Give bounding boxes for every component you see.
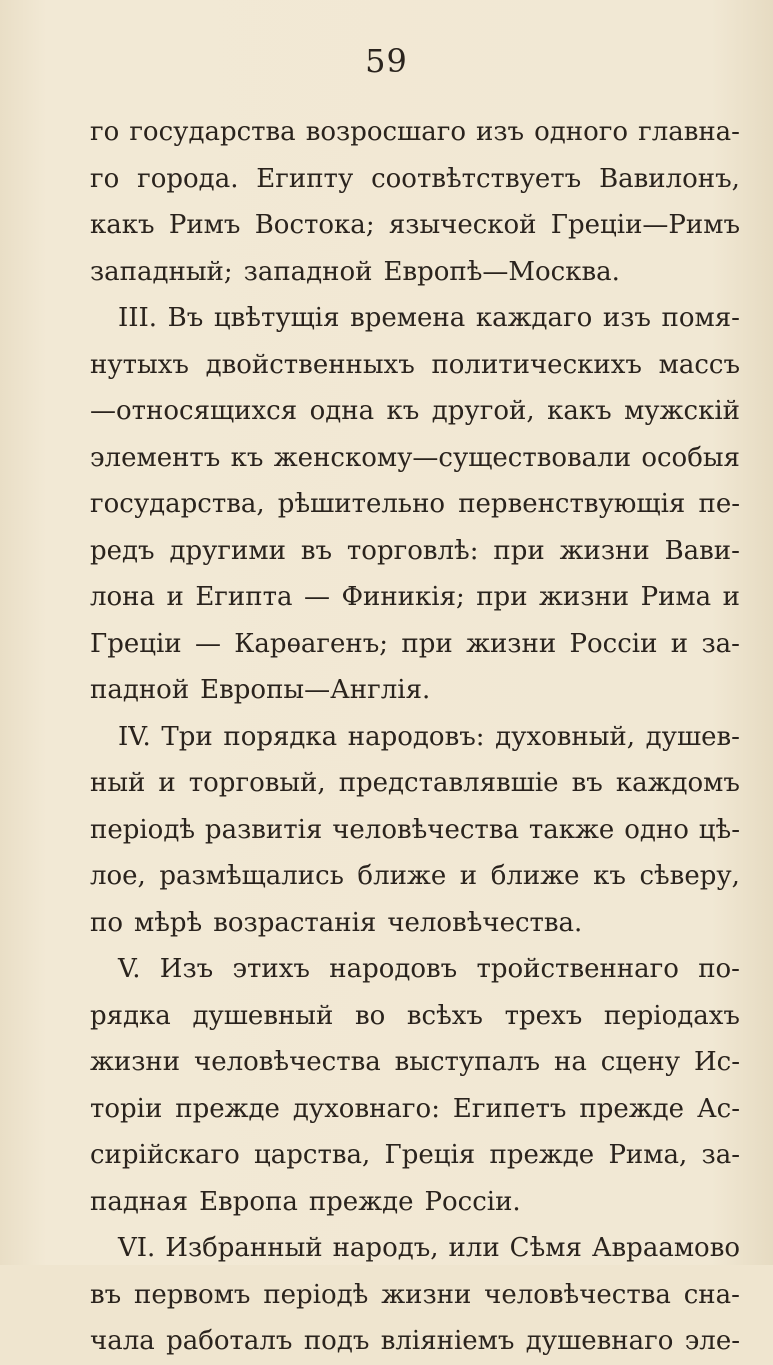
text-line: государства, рѣшительно первенствующія пе- [90,489,740,519]
text-line: сирійскаго царства, Греція прежде Рима, за- [90,1140,740,1170]
text-line: элементъ къ женскому—существовали особыя [90,442,740,473]
text-line: рядка душевный во всѣхъ трехъ періодахъ [90,1000,740,1031]
text-line: ный и торговый, представлявшіе въ каждомъ [90,768,740,798]
text-line: го государства возросшаго изъ одного главна- [90,117,740,147]
page-number: 59 [365,42,408,80]
text-line: западный; западной Европѣ—Москва. [90,256,620,287]
text-line: нутыхъ двойственныхъ политическихъ массъ [90,349,740,380]
text-line: IV. Три порядка народовъ: духовный, душев- [118,721,740,752]
text-line: какъ Римъ Востока; языческой Греціи—Римъ [90,210,740,240]
text-line: падная Европа прежде Россіи. [90,1186,521,1217]
text-line: чала работалъ подъ вліяніемъ душевнаго эле- [90,1326,740,1356]
text-line: III. Въ цвѣтущія времена каждаго изъ помя- [118,303,740,333]
body-text [90,109,740,1365]
text-line: —относящихся одна къ другой, какъ мужскій [90,396,740,426]
text-line: падной Европы—Англія. [90,675,431,705]
text-line: торіи прежде духовнаго: Египетъ прежде Ас- [90,1093,740,1124]
text-line: въ первомъ періодѣ жизни человѣчества сна- [90,1279,740,1310]
text-line: лона и Египта — Финикія; при жизни Рима и [90,582,740,612]
text-line: го города. Египту соотвѣтствуетъ Вавилонъ, [90,163,740,194]
text-line: V. Изъ этихъ народовъ тройственнаго по- [118,954,740,984]
text-line: періодѣ развитія человѣчества также одно цѣ- [90,814,740,845]
text-line: редъ другими въ торговлѣ: при жизни Вави- [90,535,740,566]
text-line: жизни человѣчества выступалъ на сцену Ис- [90,1047,740,1077]
text-line: VI. Избранный народъ, или Сѣмя Авраамово [118,1233,740,1263]
text-line: лое, размѣщались ближе и ближе къ сѣверу, [90,861,740,891]
text-line: по мѣрѣ возрастанія человѣчества. [90,907,583,938]
text-line: Греціи — Карѳагенъ; при жизни Россіи и за- [90,628,740,659]
